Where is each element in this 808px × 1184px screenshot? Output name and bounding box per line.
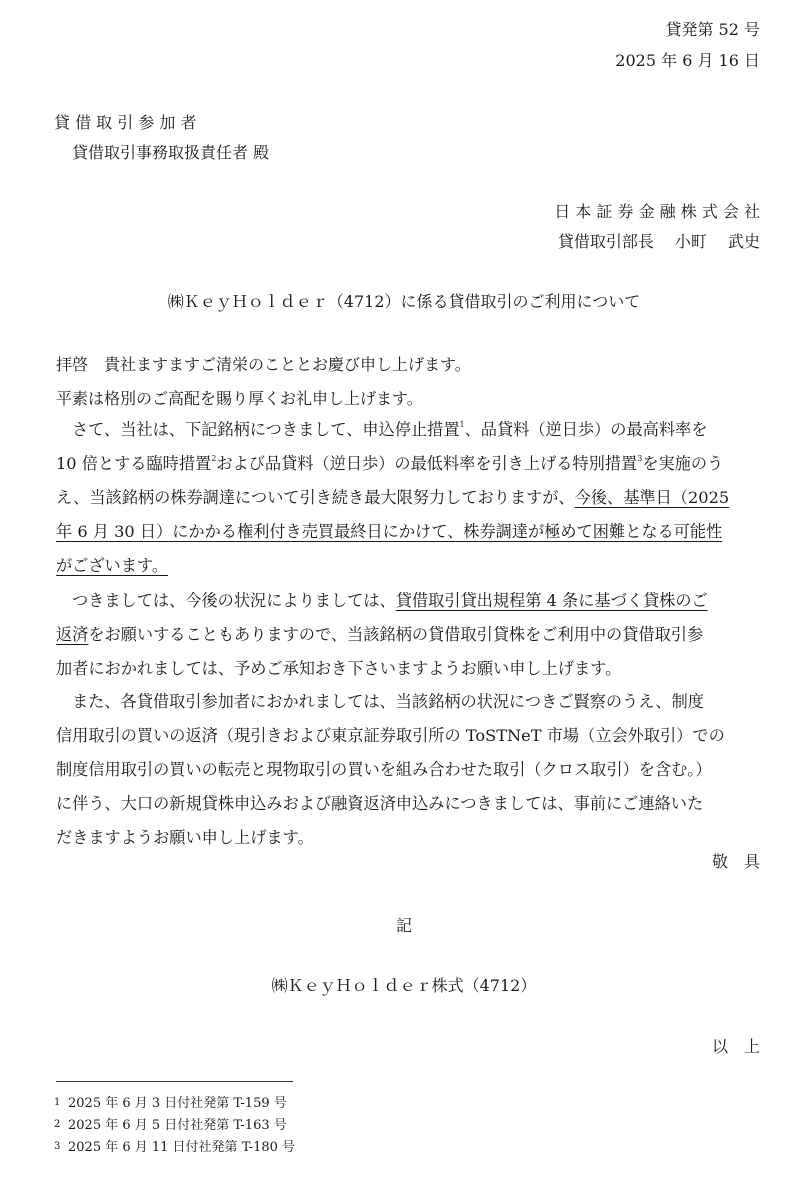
footnote-1: 1 2025 年 6 月 3 日付社発第 T-159 号 bbox=[54, 1096, 287, 1111]
paragraph-3 bbox=[56, 685, 762, 855]
p1-line5: がございます。 bbox=[56, 556, 169, 575]
record-item: ㈱ＫｅｙＨｏｌｄｅｒ株式（4712） bbox=[271, 976, 537, 995]
p1-line2: 10 倍とする臨時措置$^2$および品貸料（逆日歩）の最低料率を引き上げる特別措置$^3$を実施のう bbox=[56, 454, 724, 473]
document-number: 貸発第 52 号 bbox=[665, 20, 760, 39]
greeting-line2: 平素は格別のご高配を賜り厚くお礼申し上げます。 bbox=[56, 389, 423, 408]
p1-line1: さて、当社は、下記銘柄につきまして、申込停止措置$^1$、品貸料（逆日歩）の最高料率を bbox=[72, 420, 708, 439]
p2-line3: 加者におかれましては、予めご承知おき下さいますようお願い申し上げます。 bbox=[56, 659, 622, 678]
document-date: 2025 年 6 月 16 日 bbox=[615, 51, 760, 70]
p2-line1: つきましては、今後の状況によりましては、貸借取引貸出規程第 4 条に基づく貸株のご bbox=[72, 591, 708, 610]
footnote-3: 3 2025 年 6 月 11 日付社発第 T-180 号 bbox=[54, 1140, 296, 1155]
p2-line2: 返済をお願いすることもありますので、当該銘柄の貸借取引貸株をご利用中の貸借取引参 bbox=[56, 625, 704, 644]
p3-line3: 制度信用取引の買いの転売と現物取引の買いを組み合わせた取引（クロス取引）を含む。） bbox=[56, 760, 712, 779]
record-heading: 記 bbox=[395, 916, 412, 935]
greeting-line1: 拝啓 貴社ますますご清栄のこととお慶び申し上げます。 bbox=[56, 355, 471, 374]
p1-line3: え、当該銘柄の株券調達について引き続き最大限努力しておりますが、今後、基準日（2025 bbox=[56, 488, 730, 507]
paragraph-1 bbox=[56, 413, 762, 583]
sender-company: 日 本 証 券 金 融 株 式 会 社 bbox=[554, 202, 760, 221]
paragraph-2 bbox=[56, 584, 762, 686]
p3-line1: また、各貸借取引参加者におかれましては、当該銘柄の状況につきご賢察のうえ、制度 bbox=[72, 692, 704, 711]
record-end: 以 上 bbox=[711, 1037, 760, 1056]
document-title: ㈱ＫｅｙＨｏｌｄｅｒ（4712）に係る貸借取引のご利用について bbox=[167, 292, 641, 311]
footnote-2: 2 2025 年 6 月 5 日付社発第 T-163 号 bbox=[54, 1118, 287, 1133]
p3-line4: に伴う、大口の新規貸株申込みおよび融資返済申込みにつきましては、事前にご連絡いた bbox=[56, 794, 704, 813]
sender-person: 貸借取引部長 小町 武史 bbox=[557, 232, 760, 251]
p1-line4: 年 6 月 30 日）にかかる権利付き売買最終日にかけて、株券調達が極めて困難となる可能性 bbox=[56, 522, 723, 541]
p3-line2: 信用取引の買いの返済（現引きおよび東京証券取引所の ToSTNeT 市場（立会外取引）での bbox=[56, 726, 725, 745]
addressee-line1: 貸 借 取 引 参 加 者 bbox=[54, 113, 197, 132]
addressee-line2: 貸借取引事務取扱責任者 殿 bbox=[72, 143, 270, 162]
footnote-divider bbox=[56, 1081, 293, 1082]
p3-line5: だきますようお願い申し上げます。 bbox=[56, 828, 314, 847]
closing-keigu: 敬 具 bbox=[711, 852, 760, 871]
